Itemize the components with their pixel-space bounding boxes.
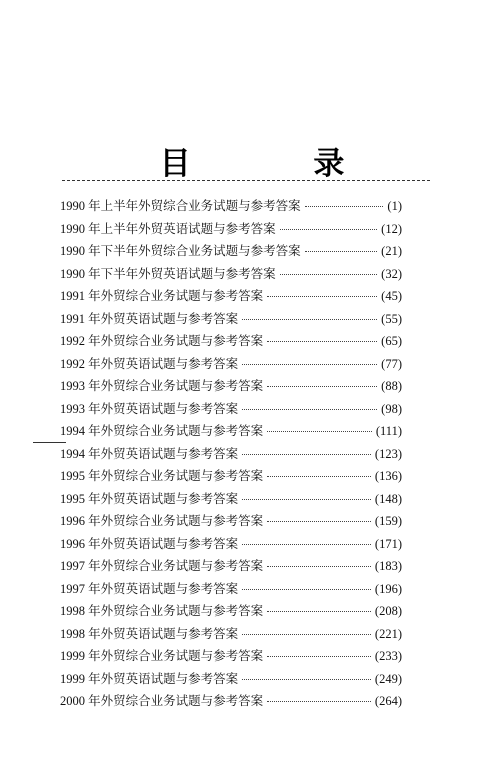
toc-entry-title: 1990 年上半年外贸综合业务试题与参考答案 [60,199,301,213]
toc-dot-leader [242,634,371,635]
toc-entry-title: 1998 年外贸综合业务试题与参考答案 [60,604,264,618]
toc-entry [60,579,402,602]
toc-dot-leader [305,206,384,207]
toc-dot-leader [242,454,371,455]
toc-entry-title: 1990 年下半年外贸综合业务试题与参考答案 [60,244,301,258]
toc-entry [60,219,402,242]
toc-entry-title: 1991 年外贸综合业务试题与参考答案 [60,289,264,303]
toc-entry-title: 1992 年外贸综合业务试题与参考答案 [60,334,264,348]
toc-entry-title: 1990 年下半年外贸英语试题与参考答案 [60,266,276,281]
toc-entry [60,669,402,692]
toc-dot-leader [267,386,377,387]
toc-entry [60,421,402,444]
toc-entry-title: 1992 年外贸英语试题与参考答案 [60,356,239,371]
toc-entry-page: (264) [374,694,402,708]
toc-entry [60,376,402,399]
toc-entry [60,331,402,354]
toc-entry [60,444,402,467]
toc-entry-title: 1993 年外贸综合业务试题与参考答案 [60,379,264,393]
toc-dot-leader [242,679,371,680]
toc-dot-leader [267,476,371,477]
toc-entry [60,691,402,714]
toc-dot-leader [242,409,377,410]
toc-entry-page: (208) [374,604,402,618]
toc-entry [60,354,402,377]
toc-entry-page: (21) [381,244,402,258]
toc-entry-title: 2000 年外贸综合业务试题与参考答案 [60,694,264,708]
toc-entry-page: (123) [374,446,402,461]
toc-dot-leader [267,701,371,702]
toc-entry [60,309,402,332]
toc-entry [60,601,402,624]
toc-entry-page: (159) [374,514,402,528]
toc-dot-leader [267,296,377,297]
toc-entry [60,624,402,647]
toc-entry-page: (98) [381,401,402,416]
toc-entry-title: 1994 年外贸综合业务试题与参考答案 [60,424,264,438]
toc-entry-title: 1991 年外贸英语试题与参考答案 [60,311,239,326]
toc-entry-page: (77) [381,356,402,371]
toc-dot-leader [267,431,372,432]
toc-entry-page: (111) [375,424,402,438]
toc-entry-page: (148) [374,491,402,506]
toc-entry-title: 1990 年上半年外贸英语试题与参考答案 [60,221,276,236]
toc-entry-page: (32) [381,266,402,281]
toc-entry-title: 1996 年外贸英语试题与参考答案 [60,536,239,551]
toc-entry-title: 1993 年外贸英语试题与参考答案 [60,401,239,416]
toc-entry [60,489,402,512]
toc-entry-title: 1996 年外贸综合业务试题与参考答案 [60,514,264,528]
toc-entry-title: 1998 年外贸英语试题与参考答案 [60,626,239,641]
page-title: 目 录 [159,146,401,182]
toc-entry [60,241,402,264]
toc-entry [60,196,402,219]
toc-entry-title: 1999 年外贸英语试题与参考答案 [60,671,239,686]
toc-entry [60,466,402,489]
toc-entry-page: (55) [381,311,402,326]
toc-dot-leader [242,589,371,590]
toc-entry-page: (221) [374,626,402,641]
toc-entry [60,511,402,534]
toc-entry-title: 1995 年外贸英语试题与参考答案 [60,491,239,506]
toc-dot-leader [242,319,377,320]
toc-dot-leader [280,274,378,275]
toc-entry [60,556,402,579]
toc-entry-page: (12) [381,221,402,236]
toc-entry-page: (233) [374,649,402,663]
toc-dot-leader [305,251,378,252]
toc-dot-leader [242,499,371,500]
toc-entry-page: (45) [381,289,402,303]
toc-entry-page: (136) [374,469,402,483]
toc-entry-page: (65) [381,334,402,348]
toc-entry-page: (249) [374,671,402,686]
toc-entry-title: 1997 年外贸综合业务试题与参考答案 [60,559,264,573]
toc-entry-title: 1997 年外贸英语试题与参考答案 [60,581,239,596]
toc-dot-leader [280,229,378,230]
toc-entry [60,646,402,669]
toc-entry [60,286,402,309]
toc-entry-title: 1995 年外贸综合业务试题与参考答案 [60,469,264,483]
toc-entry-page: (196) [374,581,402,596]
toc-dot-leader [267,611,371,612]
toc-entry [60,534,402,557]
toc-dot-leader [267,566,371,567]
toc-entry-page: (171) [374,536,402,551]
toc-list [60,196,402,714]
title-divider [62,180,430,181]
toc-entry [60,399,402,422]
toc-dot-leader [267,656,371,657]
toc-dot-leader [242,364,377,365]
toc-dot-leader [267,521,371,522]
toc-dot-leader [267,341,377,342]
toc-entry-page: (1) [387,199,402,213]
toc-entry-page: (183) [374,559,402,573]
toc-entry-title: 1994 年外贸英语试题与参考答案 [60,446,239,461]
toc-dot-leader [242,544,371,545]
toc-entry-page: (88) [381,379,402,393]
toc-entry [60,264,402,287]
toc-entry-title: 1999 年外贸综合业务试题与参考答案 [60,649,264,663]
